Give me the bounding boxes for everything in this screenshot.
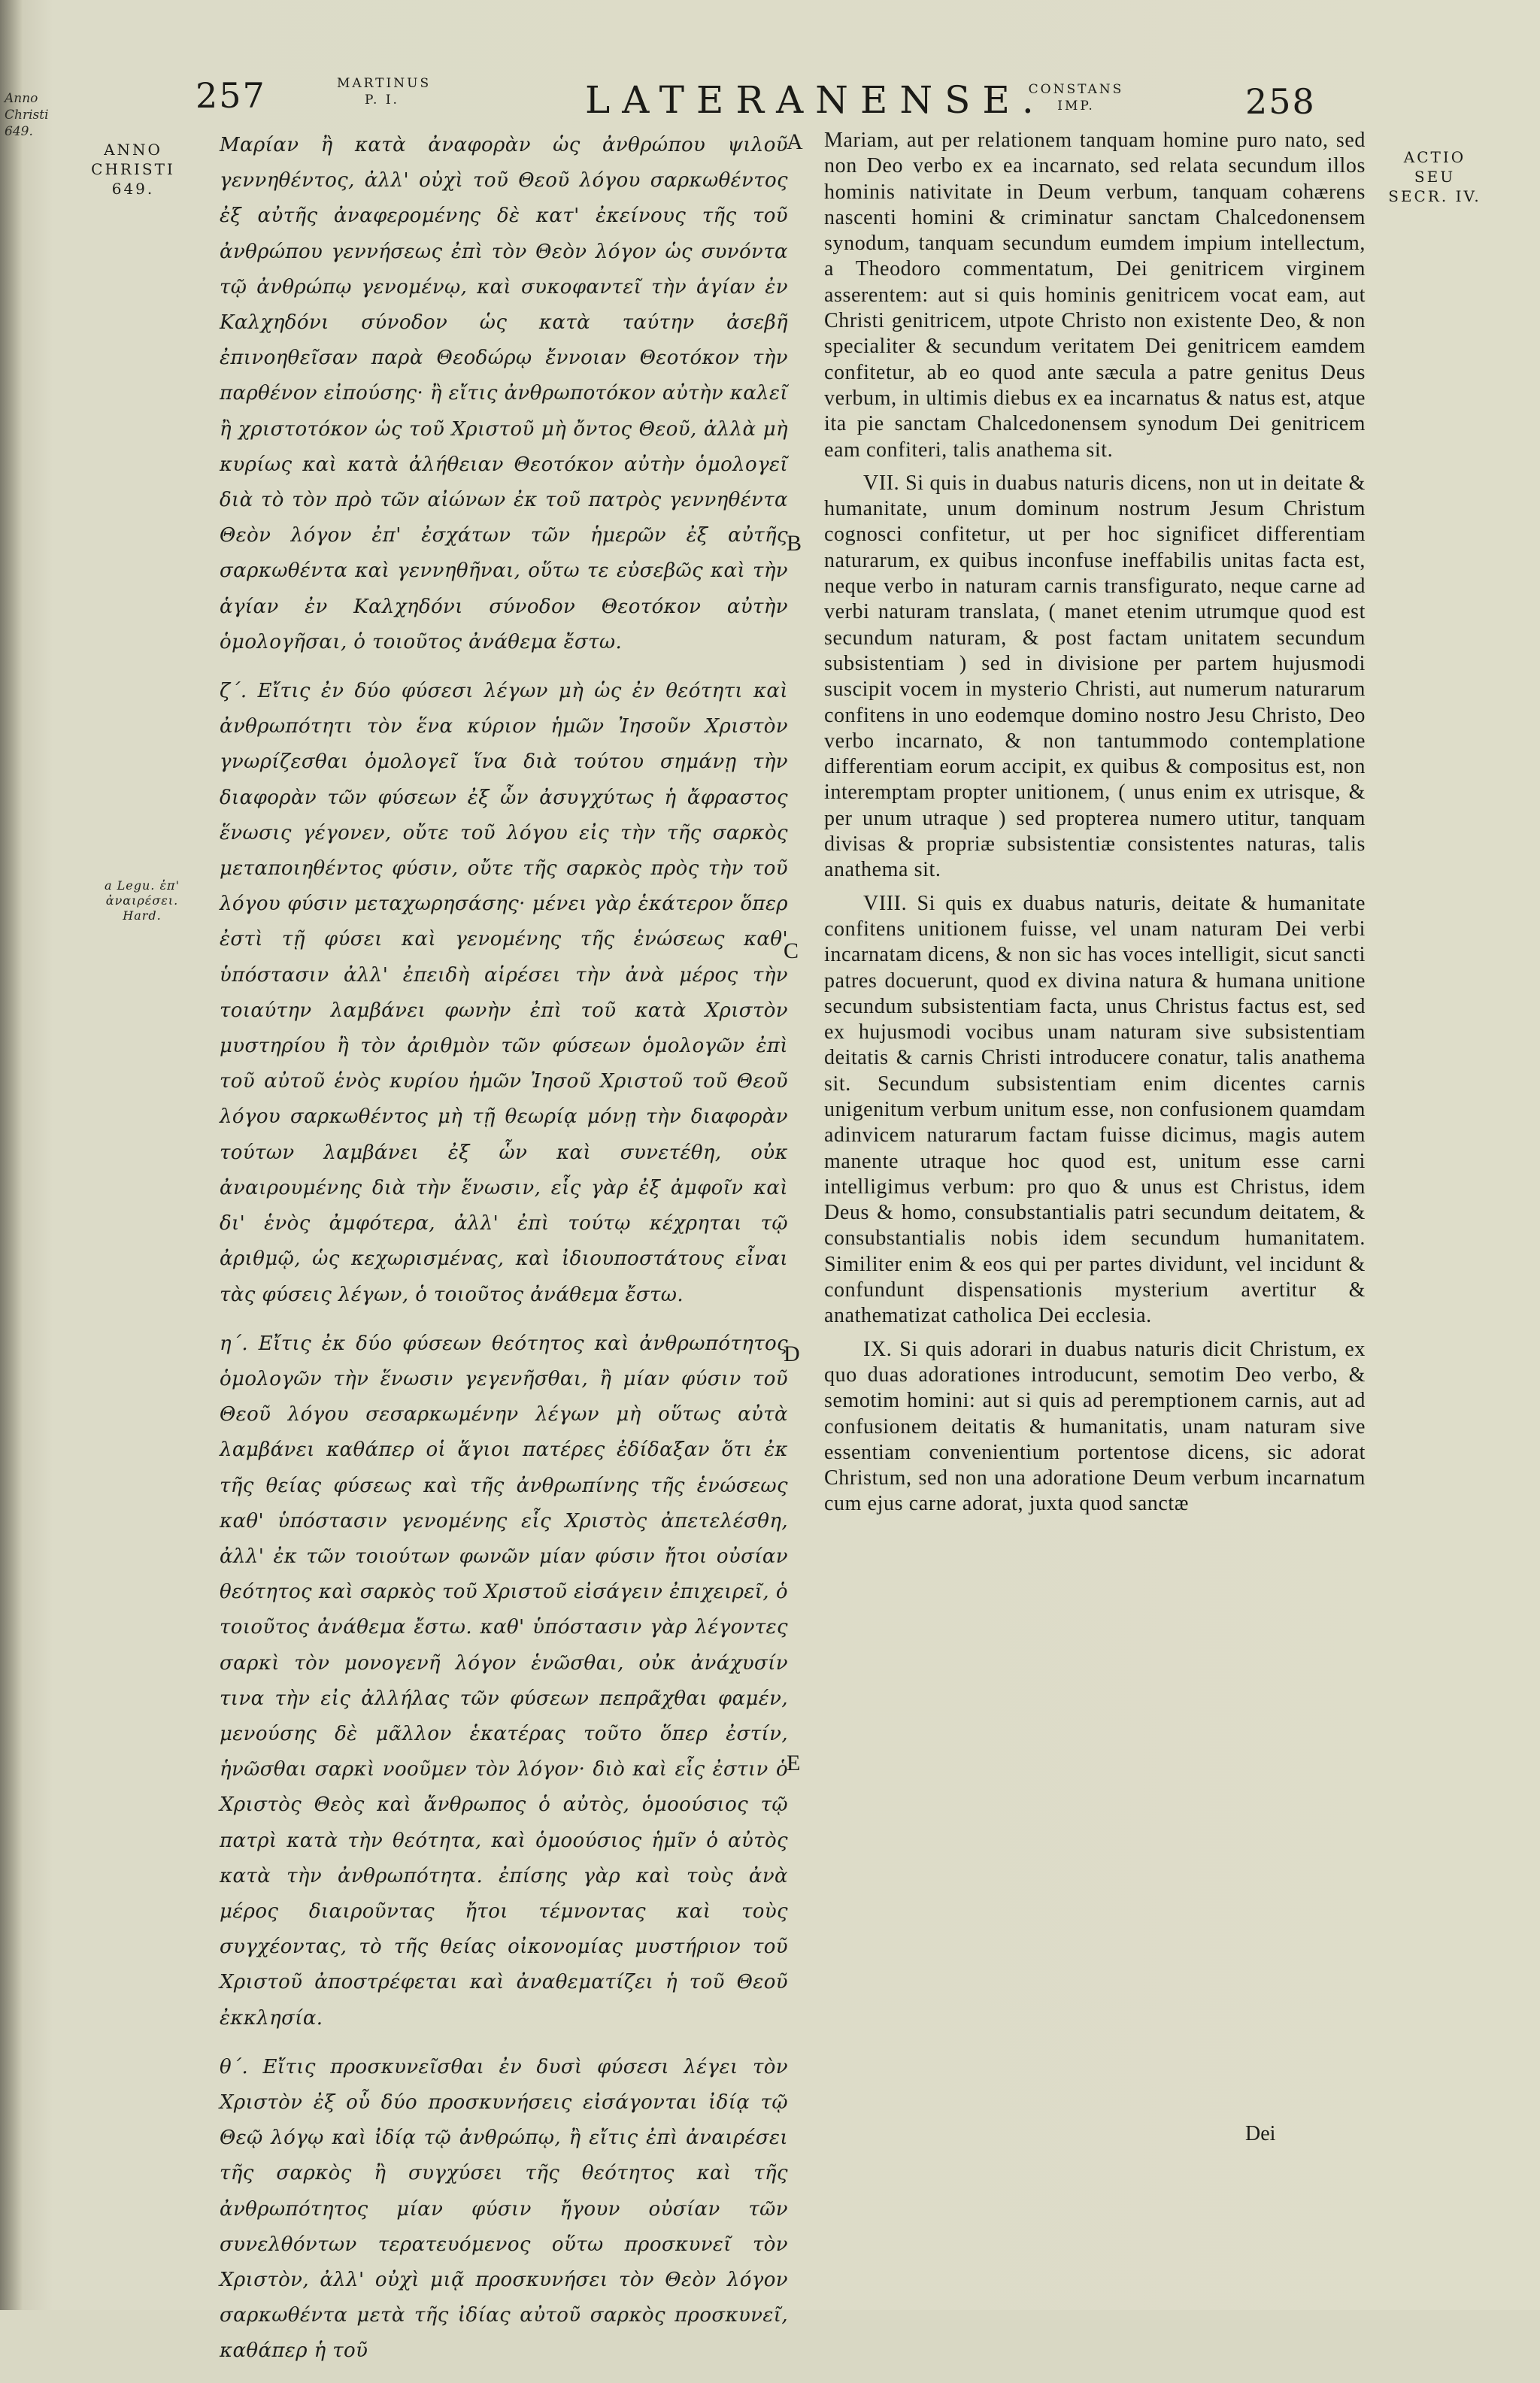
section-letter-b: B <box>787 531 802 556</box>
header-right: CONSTANS IMP. <box>1028 82 1124 114</box>
latin-paragraph: VII. Si quis in duabus naturis dicens, non ut in deitate & humanitate, unum dominum nostrum Jesum Christum cognosci confitetur, ut per hoc significet differentiam naturarum, ex quibus inconfuse ineffabilis unitas facta est, neque verbo in naturam carnis transfigurato, neque carne ad verbi naturam translata, ( manet etenim utrumque quod est secundum naturam, & post factam unitatem secundum subsistentiam ) sed in divisione per partem hujusmodi suscipit vocem in mysterio Christi, aut numerum naturarum confitens in uno eodemque domino nostro Jesu Christo, Deo verbo incarnato, & non tantummodo contemplatione differentiam eorum accipit, ex quibus & compositus est, non interemptam propter unitionem, ( unus enim ex utrisque, & per unum utraque ) sed propterea numero utitur, tanquam divisas & propriæ subsistentiæ consistentes naturas, talis anathema sit. <box>824 471 1366 882</box>
greek-paragraph: θ΄. Εἴτις προσκυνεῖσθαι ἐν δυσὶ φύσεσι λέγει τὸν Χριστὸν ἐξ οὗ δύο προσκυνήσεις εἰσάγονται ἰδίᾳ τῷ Θεῷ λόγῳ καὶ ἰδίᾳ τῷ ἀνθρώπῳ, ἢ εἴτις ἐπὶ ἀναιρέσει τῆς σαρκὸς ἢ συγχύσει τῆς θεότητος καὶ τῆς ἀνθρωπότητος μίαν φύσιν ἤγουν οὐσίαν τῶν συνελθόντων τερατευόμενος οὕτω προσκυνεῖ τὸν Χριστὸν, ἀλλ' οὐχὶ μιᾷ προσκυνήσει τὸν Θεὸν λόγον σαρκωθέντα μετὰ τῆς ἰδίας αὐτοῦ σαρκὸς προσκυνεῖ, καθάπερ ἡ τοῦ <box>220 2055 788 2363</box>
section-letter-d: D <box>784 1342 800 1366</box>
greek-paragraph: ζ΄. Εἴτις ἐν δύο φύσεσι λέγων μὴ ὡς ἐν θεότητι καὶ ἀνθρωπότητι τὸν ἕνα κύριον ἡμῶν Ἰησοῦν Χριστὸν γνωρίζεσθαι ὁμολογεῖ ἵνα διὰ τούτου σημάνῃ τὴν διαφορὰν τῶν φύσεων ἐξ ὧν ἀσυγχύτως ἡ ἄφραστος ἕνωσις γέγονεν, οὔτε τοῦ λόγου εἰς τὴν τῆς σαρκὸς μεταποιηθέντος φύσιν, οὔτε τῆς σαρκὸς πρὸς τὴν τοῦ λόγου φύσιν μεταχωρησάσης· μένει γὰρ ἑκάτερον ὅπερ ἐστὶ τῇ φύσει καὶ γενομένης τῆς ἑνώσεως καθ' ὑπόστασιν ἀλλ' ἐπειδὴ αἱρέσει τὴν ἀνὰ μέρος τὴν τοιαύτην λαμβάνει φωνὴν ἐπὶ τοῦ κατὰ Χριστὸν μυστηρίου ἢ τὸν ἀριθμὸν τῶν φύσεων ὁμολογῶν ἐπὶ τοῦ αὐτοῦ ἑνὸς κυρίου ἡμῶν Ἰησοῦ Χριστοῦ τοῦ Θεοῦ λόγου σαρκωθέντος μὴ τῇ θεωρίᾳ μόνῃ τὴν διαφορὰν τούτων λαμβάνει ἐξ ὧν καὶ συνετέθη, οὐκ ἀναιρουμένης διὰ τὴν ἕνωσιν, εἷς γὰρ ἐξ ἀμφοῖν καὶ δι' ἑνὸς ἀμφότερα, ἀλλ' ἐπὶ τούτῳ κέχρηται τῷ ἀριθμῷ, ὡς κεχωρισμένας, καὶ ἰδιουποστάτους εἶναι τὰς φύσεις λέγων, ὁ τοιοῦτος ἀνάθεμα ἔστω. <box>220 680 788 1306</box>
book-spine <box>0 0 23 2310</box>
section-letter-a: A <box>787 129 803 154</box>
section-letter-c: C <box>784 938 799 963</box>
latin-paragraph: Mariam, aut per relationem tanquam homine puro nato, sed non Deo verbo ex ea incarnato, sed relata secundum illos hominis nativitate in Deum verbum, tanquam cohærens nascenti homini & criminatur sanctam Chalcedonensem synodum, tanquam secundum eumdem impium intellectum, a Theodoro commentatum, Dei genitricem virginem asserentem: aut si quis hominis genitricem vocat eam, aut Christi genitricem, utpote Christo non existente Deo, & non specialiter & secundum veritatem Dei genitricem eamdem confitetur, ab eo quod ante sæcula a patre genitus Deus verbum, in ultimis diebus ex ea incarnatus & natus est, atque ita pie sanctam Chalcedonensem synodum Dei genitricem eam confiteri, talis anathema sit. <box>824 129 1366 462</box>
page <box>5 0 1540 2363</box>
greek-paragraph: Μαρίαν ἢ κατὰ ἀναφορὰν ὡς ἀνθρώπου ψιλοῦ γεννηθέντος, ἀλλ' οὐχὶ τοῦ Θεοῦ λόγου σαρκωθέντος ἐξ αὐτῆς ἀναφερομένης δὲ κατ' ἐκείνους τῆς τοῦ ἀνθρώπου γεννήσεως ἐπὶ τὸν Θεὸν λόγον ὡς συνόντα τῷ ἀνθρώπῳ γενομένῳ, καὶ συκοφαντεῖ τὴν ἁγίαν ἐν Καλχηδόνι σύνοδον ὡς κατὰ ταύτην ἀσεβῆ ἐπινοηθεῖσαν παρὰ Θεοδώρῳ ἔννοιαν Θεοτόκον τὴν παρθένον εἰπούσης· ἢ εἴτις ἀνθρωποτόκον αὐτὴν καλεῖ ἢ χριστοτόκον ὡς τοῦ Χριστοῦ μὴ ὄντος Θεοῦ, ἀλλὰ μὴ κυρίως καὶ κατὰ ἀλήθειαν Θεοτόκον αὐτὴν ὁμολογεῖ διὰ τὸ τὸν πρὸ τῶν αἰώνων ἐκ τοῦ πατρὸς γεννηθέντα Θεὸν λόγον ἐπ' ἐσχάτων τῶν ἡμερῶν ἐξ αὐτῆς σαρκωθέντα καὶ γεννηθῆναι, οὕτω τε εὐσεβῶς καὶ τὴν ἁγίαν ἐν Καλχηδόνι σύνοδον Θεοτόκον αὐτὴν ὁμολογῆσαι, ὁ τοιοῦτος ἀνάθεμα ἔστω. <box>220 134 788 653</box>
facing-page-margin: Anno Christi 649. <box>5 91 49 139</box>
greek-paragraph: η΄. Εἴτις ἐκ δύο φύσεων θεότητος καὶ ἀνθρωπότητος ὁμολογῶν τὴν ἕνωσιν γεγενῆσθαι, ἢ μίαν φύσιν τοῦ Θεοῦ λόγου σεσαρκωμένην λέγων μὴ οὕτως αὐτὰ λαμβάνει καθάπερ οἱ ἅγιοι πατέρες ἐδίδαξαν ὅτι ἐκ τῆς θείας φύσεως καὶ τῆς ἀνθρωπίνης τῆς ἑνώσεως καθ' ὑπόστασιν γενομένης εἷς Χριστὸς ἀπετελέσθη, ἀλλ' ἐκ τῶν τοιούτων φωνῶν μίαν φύσιν ἤτοι οὐσίαν θεότητος καὶ σαρκὸς τοῦ Χριστοῦ εἰσάγειν ἐπιχειρεῖ, ὁ τοιοῦτος ἀνάθεμα ἔστω. καθ' ὑπόστασιν γὰρ λέγοντες σαρκὶ τὸν μονογενῆ λόγον ἑνῶσθαι, οὐκ ἀνάχυσίν τινα τὴν εἰς ἀλλήλας τῶν φύσεων πεπρᾶχθαι φαμέν, μενούσης δὲ μᾶλλον ἑκατέρας τοῦτο ὅπερ ἐστίν, ἡνῶσθαι σαρκὶ νοοῦμεν τὸν λόγον· διὸ καὶ εἷς ἐστιν ὁ Χριστὸς Θεὸς καὶ ἄνθρωπος ὁ αὐτὸς, ὁμοούσιος τῷ πατρὶ κατὰ τὴν θεότητα, καὶ ὁμοούσιος ἡμῖν ὁ αὐτὸς κατὰ τὴν ἀνθρωπότητα. ἐπίσης γὰρ καὶ τοὺς ἀνὰ μέρος διαιροῦντας ἤτοι τέμνοντας καὶ τοὺς συγχέοντας, τὸ τῆς θείας οἰκονομίας μυστήριον τοῦ Χριστοῦ ἀποστρέφεται καὶ ἀναθεματίζει ἡ τοῦ Θεοῦ ἐκκλησία. <box>220 1332 788 2030</box>
margin-variant-note: a Legu. ἐπ' ἀναιρέσει. Hard. <box>105 878 180 923</box>
running-head: LATERANENSE. <box>585 78 1046 122</box>
header-left: MARTINUS P. I. <box>337 76 432 108</box>
folio-right: 258 <box>1245 81 1316 122</box>
greek-column <box>220 128 788 2383</box>
latin-paragraph: VIII. Si quis ex duabus naturis, deitate & humanitate confitens unitionem fuisse, vel unam naturam Dei verbi incarnatam dicens, & non sic has voces intelligit, sicut sancti patres docuerunt, quod ex divina natura & humana unitione secundum subsistentiam facta, unus Christus factus est, sed ex hujusmodi vocibus unam naturam sive subsistentiam deitatis & carnis Christi introducere conatur, talis anathema sit. Secundum subsistentiam enim dicentes carnis unigenitum verbum unitum esse, non confusionem quamdam adinvicem naturarum factam fuisse dicimus, magis autem manente utraque hoc quod est, unitum esse carni intelligimus verbum: pro quo & unus est Christus, idem Deus & homo, consubstantialis patri secundum deitatem, & consubstantialis nobis idem secundum humanitatem. Similiter enim & eos qui per partes dividunt, vel incidunt & confundunt dispensationis mysterium avertitur & anathematizat catholica Dei ecclesia. <box>824 891 1366 1328</box>
section-letter-e: E <box>787 1751 801 1775</box>
latin-paragraph: IX. Si quis adorari in duabus naturis dicit Christum, ex quo duas adorationes introducunt, semotim Deo verbo, & semotim homini: aut si quis ad peremptionem carnis, aut ad confusionem deitatis & humanitatis, unam naturam sive essentiam convenientium portentose dicens, sic adorat Christum, sed non una adoratione Deum verbum incarnatum cum ejus carne adorat, juxta quod sanctæ <box>824 1337 1366 1516</box>
margin-action-note: ACTIO SEU SECR. IV. <box>1388 148 1481 205</box>
latin-column <box>824 128 1366 1525</box>
folio-left: 257 <box>196 75 266 116</box>
margin-year-note: ANNO CHRISTI 649. <box>91 141 175 198</box>
catchword: Dei <box>1245 2122 1276 2145</box>
